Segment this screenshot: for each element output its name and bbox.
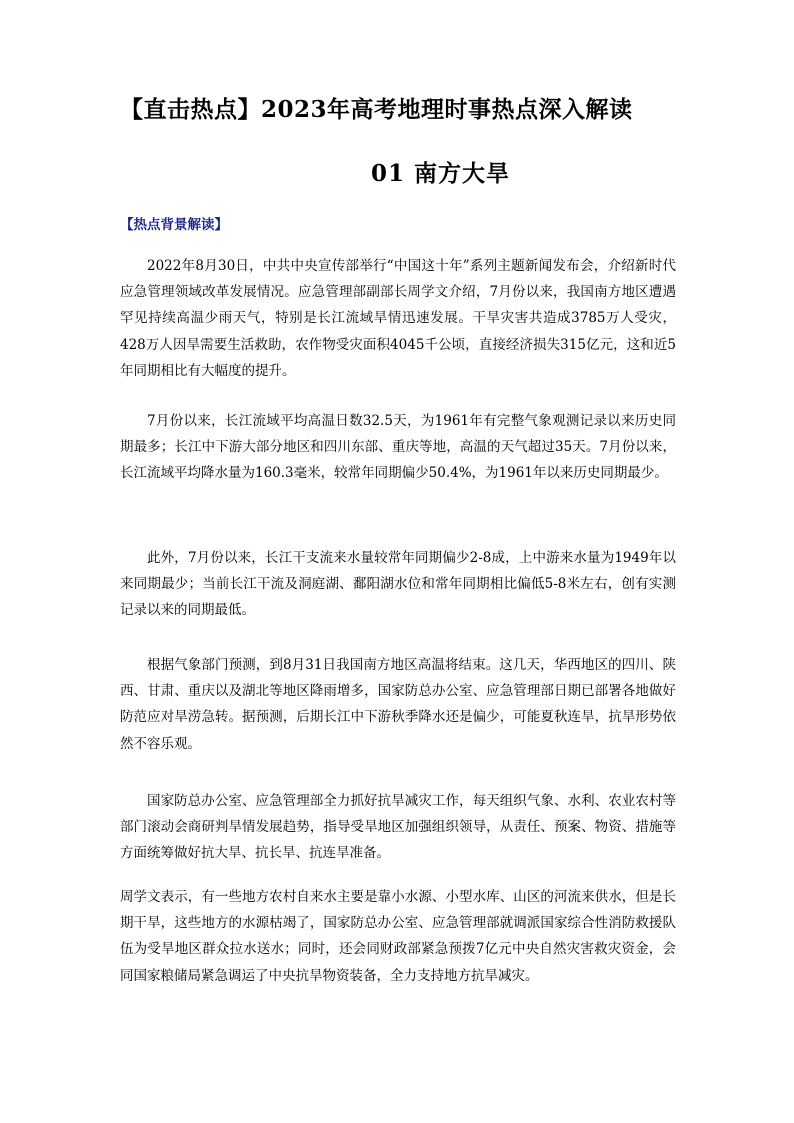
paragraph-3: 此外，7月份以来，长江干支流来水量较常年同期偏少2-8成，上中游来水量为1949年以来同期最少；当前长江干流及洞庭湖、鄱阳湖水位和常年同期相比偏低5-8米左右，创有实测记录以来的同期最低。 <box>120 550 676 619</box>
paragraph-4: 根据气象部门预测，到8月31日我国南方地区高温将结束。这几天，华西地区的四川、陕西、甘肃、重庆以及湖北等地区降雨增多，国家防总办公室、应急管理部日期已部署各地做好防范应对旱涝急转。据预测，后期长江中下游秋季降水还是偏少，可能夏秋连旱，抗旱形势依然不容乐观。 <box>120 657 676 752</box>
document-title: 【直击热点】2023年高考地理时事热点深入解读 <box>120 96 633 123</box>
paragraph-5: 国家防总办公室、应急管理部全力抓好抗旱减灾工作，每天组织气象、水利、农业农村等部门滚动会商研判旱情发展趋势，指导受旱地区加强组织领导，从责任、预案、物资、措施等方面统筹做好抗大旱、抗长旱、抗连旱准备。 <box>120 793 676 862</box>
document-subtitle: 01 南方大旱 <box>371 160 511 187</box>
section-heading: 【热点背景解读】 <box>120 217 228 233</box>
paragraph-1: 2022年8月30日，中共中央宣传部举行“中国这十年”系列主题新闻发布会，介绍新时代应急管理领域改革发展情况。应急管理部副部长周学文介绍，7月份以来，我国南方地区遭遇罕见持续高温少雨天气，特别是长江流域旱情迅速发展。干旱灾害共造成3785万人受灾，428万人因旱需要生活救助，农作物受灾面积4045千公顷，直接经济损失315亿元，这和近5年同期相比有大幅度的提升。 <box>120 258 676 379</box>
paragraph-6: 周学文表示，有一些地方农村自来水主要是靠小水源、小型水库、山区的河流来供水，但是长期干旱，这些地方的水源枯竭了，国家防总办公室、应急管理部就调派国家综合性消防救援队伍为受旱地区群众拉水送水；同时，还会同财政部紧急预拨7亿元中央自然灾害救灾资金，会同国家粮储局紧急调运了中央抗旱物资装备，全力支持地方抗旱减灾。 <box>120 889 676 984</box>
paragraph-2: 7月份以来，长江流域平均高温日数32.5天，为1961年有完整气象观测记录以来历史同期最多；长江中下游大部分地区和四川东部、重庆等地，高温的天气超过35天。7月份以来，长江流域平均降水量为160.3毫米，较常年同期偏少50.4%，为1961年以来历史同期最少。 <box>120 413 676 482</box>
